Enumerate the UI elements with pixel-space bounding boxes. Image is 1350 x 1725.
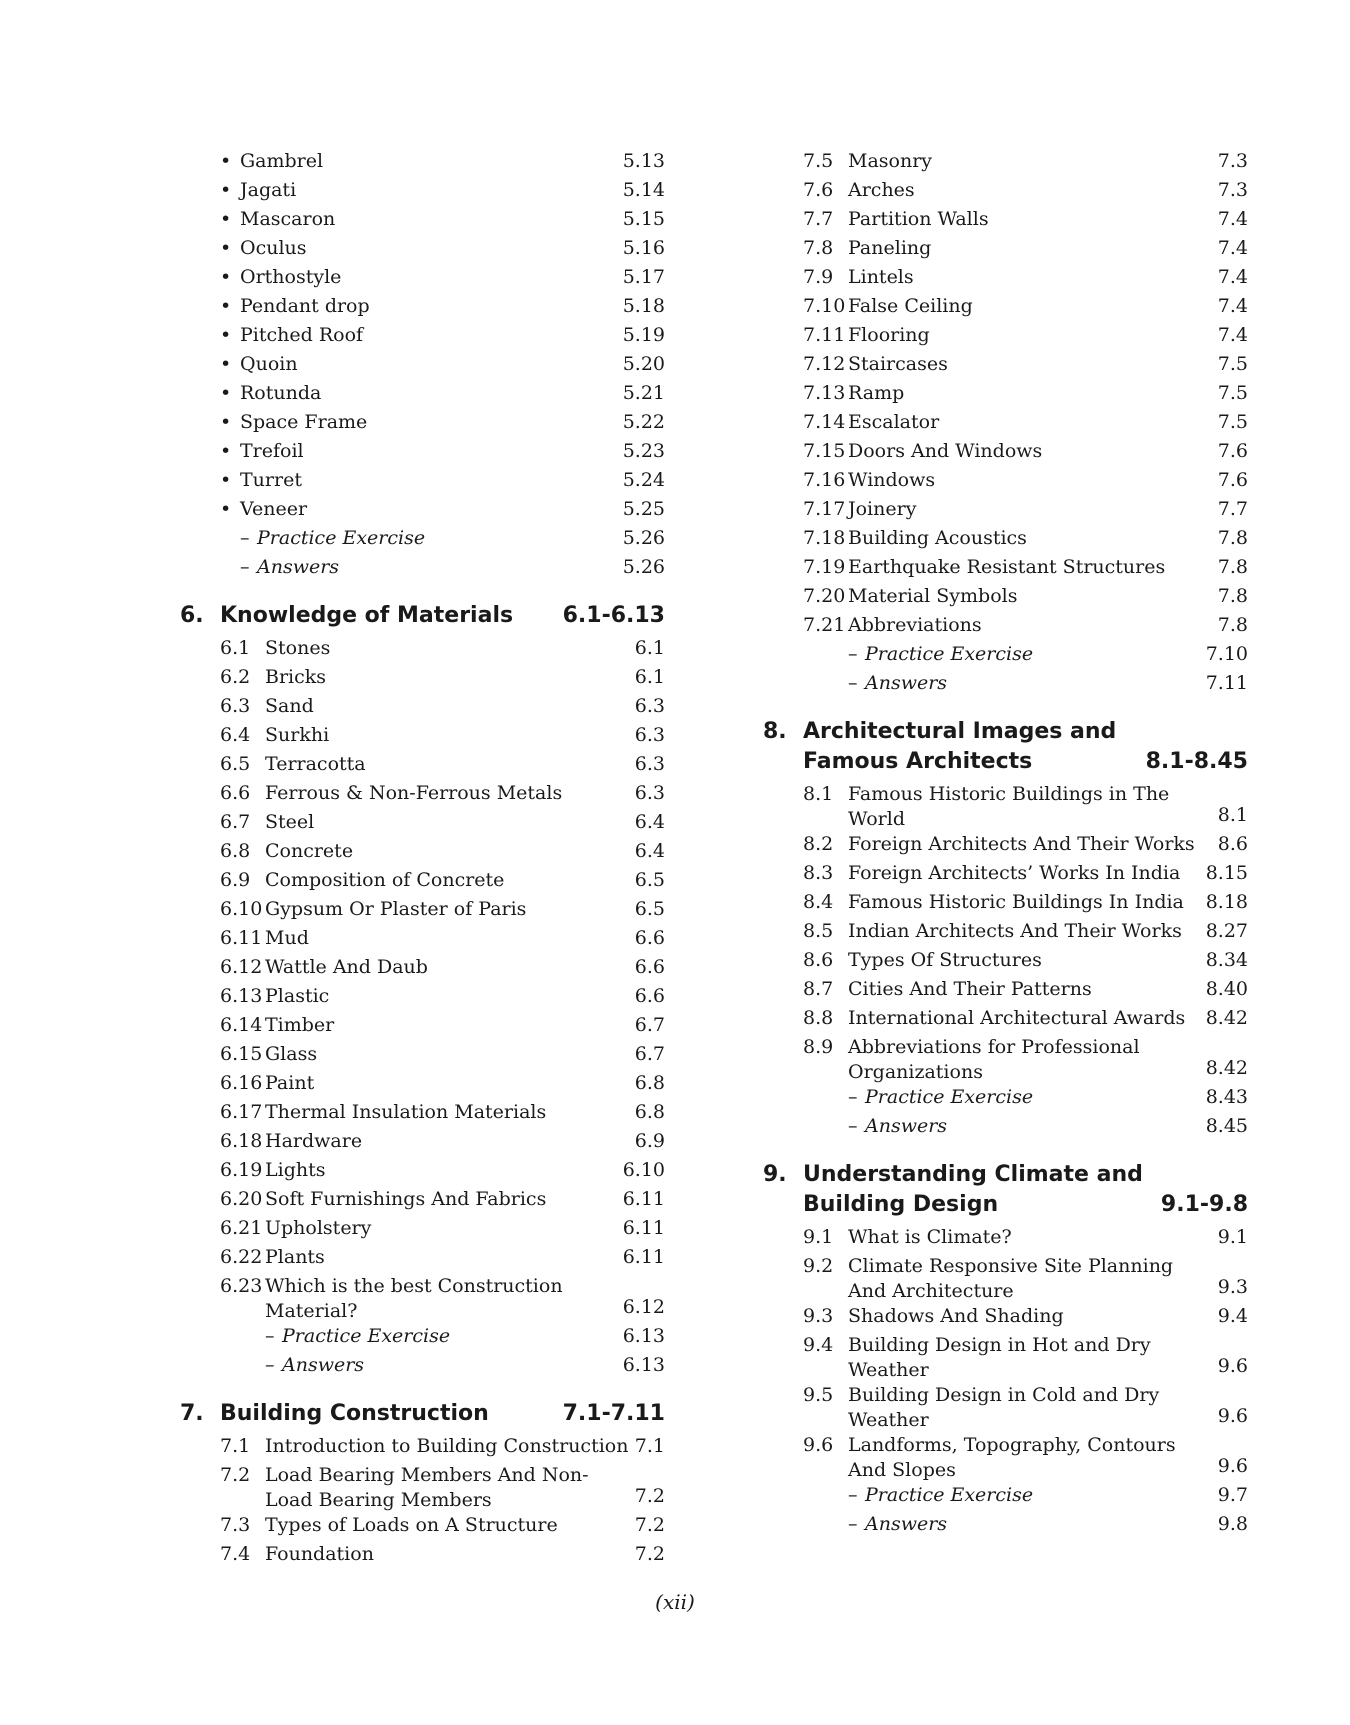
toc-item[interactable]: 7.6 Arches 7.3 [803, 179, 1248, 201]
toc-practice-exercise[interactable]: – Practice Exercise 5.26 [240, 527, 665, 549]
toc-item[interactable]: 7.3 Types of Loads on A Structure 7.2 [220, 1514, 665, 1536]
toc-item[interactable]: 6.5 Terracotta 6.3 [220, 753, 665, 775]
toc-answers[interactable]: – Answers 7.11 [848, 672, 1248, 694]
toc-item[interactable]: 7.11 Flooring 7.4 [803, 324, 1248, 346]
toc-item[interactable]: 9.1 What is Climate? 9.1 [803, 1226, 1248, 1248]
toc-item[interactable]: 8.5 Indian Architects And Their Works 8.27 [803, 920, 1248, 942]
toc-item[interactable]: 7.1 Introduction to Building Construction 7.1 [220, 1435, 665, 1457]
toc-item[interactable]: 8.8 International Architectural Awards 8.42 [803, 1007, 1248, 1029]
toc-bullet-item[interactable]: • Jagati 5.14 [220, 179, 665, 201]
toc-item[interactable]: 7.19 Earthquake Resistant Structures 7.8 [803, 556, 1248, 578]
toc-item[interactable]: 6.3 Sand 6.3 [220, 695, 665, 717]
toc-item[interactable]: 8.6 Types Of Structures 8.34 [803, 949, 1248, 971]
toc-item[interactable]: 7.9 Lintels 7.4 [803, 266, 1248, 288]
toc-item[interactable]: 8.9 Abbreviations for Professional Organizations 8.42 [803, 1036, 1248, 1083]
chapter-heading-7[interactable]: 7. Building Construction 7.1-7.11 [180, 1401, 665, 1426]
toc-item[interactable]: 7.14 Escalator 7.5 [803, 411, 1248, 433]
toc-item[interactable]: 6.1 Stones 6.1 [220, 637, 665, 659]
toc-item[interactable]: 6.10 Gypsum Or Plaster of Paris 6.5 [220, 898, 665, 920]
toc-bullet-item[interactable]: • Pitched Roof 5.19 [220, 324, 665, 346]
toc-item[interactable]: 6.18 Hardware 6.9 [220, 1130, 665, 1152]
toc-item[interactable]: 7.18 Building Acoustics 7.8 [803, 527, 1248, 549]
toc-item[interactable]: 7.16 Windows 7.6 [803, 469, 1248, 491]
toc-item[interactable]: 9.6 Landforms, Topography, Contours And Slopes 9.6 [803, 1434, 1248, 1481]
toc-item[interactable]: 8.1 Famous Historic Buildings in The World 8.1 [803, 783, 1248, 830]
toc-item[interactable]: 9.5 Building Design in Cold and Dry Weather 9.6 [803, 1384, 1248, 1431]
toc-item[interactable]: 6.17 Thermal Insulation Materials 6.8 [220, 1101, 665, 1123]
toc-item[interactable]: 6.22 Plants 6.11 [220, 1246, 665, 1268]
toc-item[interactable]: 9.4 Building Design in Hot and Dry Weather 9.6 [803, 1334, 1248, 1381]
toc-item[interactable]: 8.2 Foreign Architects And Their Works 8.6 [803, 833, 1248, 855]
toc-item[interactable]: 6.19 Lights 6.10 [220, 1159, 665, 1181]
toc-practice-exercise[interactable]: – Practice Exercise 9.7 [848, 1484, 1248, 1506]
toc-bullet-item[interactable]: • Space Frame 5.22 [220, 411, 665, 433]
toc-item[interactable]: 9.3 Shadows And Shading 9.4 [803, 1305, 1248, 1327]
toc-item[interactable]: 6.11 Mud 6.6 [220, 927, 665, 949]
toc-item[interactable]: 6.15 Glass 6.7 [220, 1043, 665, 1065]
toc-bullet-item[interactable]: • Veneer 5.25 [220, 498, 665, 520]
toc-item[interactable]: 6.9 Composition of Concrete 6.5 [220, 869, 665, 891]
toc-bullet-item[interactable]: • Pendant drop 5.18 [220, 295, 665, 317]
toc-bullet-item[interactable]: • Quoin 5.20 [220, 353, 665, 375]
toc-bullet-item[interactable]: • Turret 5.24 [220, 469, 665, 491]
toc-item[interactable]: 7.10 False Ceiling 7.4 [803, 295, 1248, 317]
toc-right-column [763, 147, 1248, 1539]
toc-practice-exercise[interactable]: – Practice Exercise 7.10 [848, 643, 1248, 665]
chapter-heading-8[interactable]: 8. Architectural Images and Famous Architects 8.1-8.45 [763, 719, 1248, 774]
toc-item[interactable]: 6.20 Soft Furnishings And Fabrics 6.11 [220, 1188, 665, 1210]
toc-answers[interactable]: – Answers 9.8 [848, 1513, 1248, 1535]
toc-item[interactable]: 6.21 Upholstery 6.11 [220, 1217, 665, 1239]
toc-item[interactable]: 6.6 Ferrous & Non-Ferrous Metals 6.3 [220, 782, 665, 804]
toc-practice-exercise[interactable]: – Practice Exercise 6.13 [265, 1325, 665, 1347]
toc-item[interactable]: 6.7 Steel 6.4 [220, 811, 665, 833]
toc-item[interactable]: 7.4 Foundation 7.2 [220, 1543, 665, 1565]
toc-item[interactable]: 8.4 Famous Historic Buildings In India 8.18 [803, 891, 1248, 913]
toc-item[interactable]: 6.2 Bricks 6.1 [220, 666, 665, 688]
toc-answers[interactable]: – Answers 8.45 [848, 1115, 1248, 1137]
toc-item[interactable]: 8.7 Cities And Their Patterns 8.40 [803, 978, 1248, 1000]
toc-bullet-item[interactable]: • Gambrel 5.13 [220, 150, 665, 172]
chapter-heading-9[interactable]: 9. Understanding Climate and Building Design 9.1-9.8 [763, 1162, 1248, 1217]
toc-practice-exercise[interactable]: – Practice Exercise 8.43 [848, 1086, 1248, 1108]
toc-item[interactable]: 6.23 Which is the best Construction Material? 6.12 [220, 1275, 665, 1322]
toc-item[interactable]: 7.2 Load Bearing Members And Non-Load Bearing Members 7.2 [220, 1464, 665, 1511]
toc-item[interactable]: 6.13 Plastic 6.6 [220, 985, 665, 1007]
toc-item[interactable]: 7.5 Masonry 7.3 [803, 150, 1248, 172]
toc-item[interactable]: 6.14 Timber 6.7 [220, 1014, 665, 1036]
toc-item[interactable]: 7.13 Ramp 7.5 [803, 382, 1248, 404]
toc-item[interactable]: 7.15 Doors And Windows 7.6 [803, 440, 1248, 462]
toc-bullet-item[interactable]: • Orthostyle 5.17 [220, 266, 665, 288]
toc-item[interactable]: 7.7 Partition Walls 7.4 [803, 208, 1248, 230]
toc-item[interactable]: 7.8 Paneling 7.4 [803, 237, 1248, 259]
toc-item[interactable]: 7.21 Abbreviations 7.8 [803, 614, 1248, 636]
toc-bullet-item[interactable]: • Rotunda 5.21 [220, 382, 665, 404]
toc-left-column [180, 147, 665, 1569]
toc-bullet-item[interactable]: • Trefoil 5.23 [220, 440, 665, 462]
toc-item[interactable]: 6.8 Concrete 6.4 [220, 840, 665, 862]
toc-answers[interactable]: – Answers 5.26 [240, 556, 665, 578]
toc-item[interactable]: 7.20 Material Symbols 7.8 [803, 585, 1248, 607]
toc-bullet-item[interactable]: • Mascaron 5.15 [220, 208, 665, 230]
toc-item[interactable]: 6.12 Wattle And Daub 6.6 [220, 956, 665, 978]
toc-answers[interactable]: – Answers 6.13 [265, 1354, 665, 1376]
toc-item[interactable]: 8.3 Foreign Architects’ Works In India 8.15 [803, 862, 1248, 884]
toc-item[interactable]: 6.4 Surkhi 6.3 [220, 724, 665, 746]
toc-item[interactable]: 7.12 Staircases 7.5 [803, 353, 1248, 375]
page-number: (xii) [655, 1590, 695, 1614]
chapter-heading-6[interactable]: 6. Knowledge of Materials 6.1-6.13 [180, 603, 665, 628]
toc-item[interactable]: 6.16 Paint 6.8 [220, 1072, 665, 1094]
toc-item[interactable]: 7.17 Joinery 7.7 [803, 498, 1248, 520]
toc-item[interactable]: 9.2 Climate Responsive Site Planning And Architecture 9.3 [803, 1255, 1248, 1302]
toc-bullet-item[interactable]: • Oculus 5.16 [220, 237, 665, 259]
